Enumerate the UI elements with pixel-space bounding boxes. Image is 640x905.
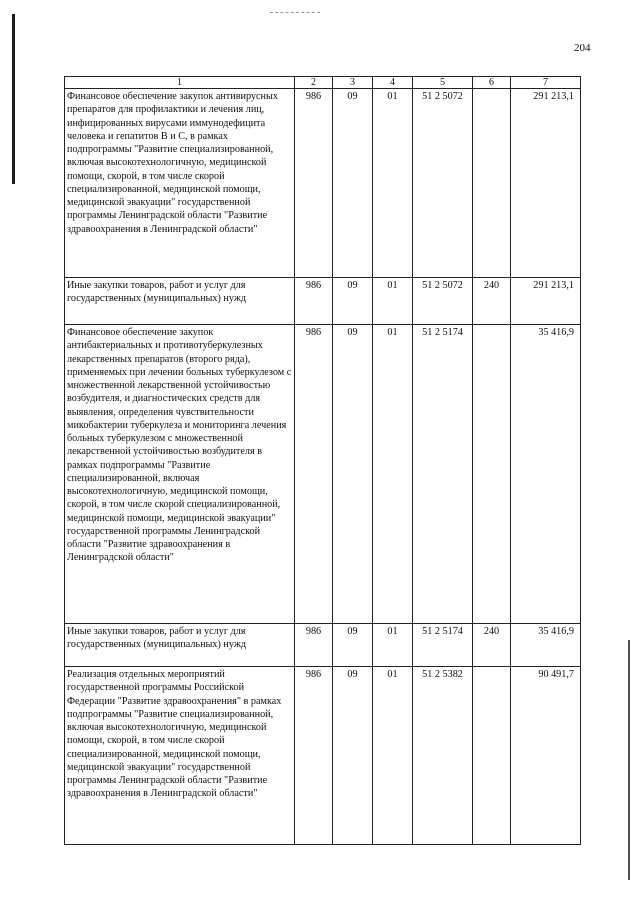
row-ministry-code: 986 bbox=[295, 624, 333, 667]
row-amount: 35 416,9 bbox=[511, 624, 581, 667]
row-section-code: 09 bbox=[333, 624, 373, 667]
row-subsection-code: 01 bbox=[373, 89, 413, 278]
scan-edge-mark bbox=[12, 14, 15, 184]
row-target-article: 51 2 5382 bbox=[413, 667, 473, 845]
column-header: 6 bbox=[473, 77, 511, 89]
row-ministry-code: 986 bbox=[295, 325, 333, 624]
row-expense-type: 240 bbox=[473, 278, 511, 325]
scan-dash-mark bbox=[270, 12, 320, 13]
row-subsection-code: 01 bbox=[373, 325, 413, 624]
table-row bbox=[65, 624, 581, 667]
row-expense-type bbox=[473, 325, 511, 624]
row-description: Иные закупки товаров, работ и услуг для государственных (муниципальных) нужд bbox=[65, 278, 295, 325]
column-header: 5 bbox=[413, 77, 473, 89]
row-target-article: 51 2 5174 bbox=[413, 624, 473, 667]
row-ministry-code: 986 bbox=[295, 278, 333, 325]
row-subsection-code: 01 bbox=[373, 278, 413, 325]
column-header: 3 bbox=[333, 77, 373, 89]
row-description: Реализация отдельных мероприятий государственной программы Российской Федерации "Развитие здравоохранения" в рамках подпрограммы "Развитие специализированной, включая высокотехнологичную, медицинской помощи, скорой, в том числе скорой специализированной, медицинской помощи, медицинской эвакуации" государственной программы Ленинградской области "Развитие здравоохранения в Ленинградской области" bbox=[65, 667, 295, 845]
table-row bbox=[65, 667, 581, 845]
row-section-code: 09 bbox=[333, 278, 373, 325]
row-description: Иные закупки товаров, работ и услуг для государственных (муниципальных) нужд bbox=[65, 624, 295, 667]
row-ministry-code: 986 bbox=[295, 667, 333, 845]
row-amount: 291 213,1 bbox=[511, 89, 581, 278]
row-section-code: 09 bbox=[333, 667, 373, 845]
table-row bbox=[65, 325, 581, 624]
column-header: 1 bbox=[65, 77, 295, 89]
row-amount: 35 416,9 bbox=[511, 325, 581, 624]
table-row bbox=[65, 89, 581, 278]
row-section-code: 09 bbox=[333, 89, 373, 278]
budget-table bbox=[64, 76, 581, 845]
column-header: 2 bbox=[295, 77, 333, 89]
scan-edge-mark-right bbox=[628, 640, 630, 880]
column-header: 4 bbox=[373, 77, 413, 89]
row-expense-type bbox=[473, 89, 511, 278]
row-description: Финансовое обеспечение закупок антивирусных препаратов для профилактики и лечения лиц, инфицированных вирусами иммунодефицита человека и гепатитов В и С, в рамках подпрограммы "Развитие специализированной, включая высокотехнологичную, медицинской помощи, скорой, в том числе скорой специализированной, медицинской помощи, медицинской эвакуации" государственной программы Ленинградской области "Развитие здравоохранения в Ленинградской области" bbox=[65, 89, 295, 278]
row-ministry-code: 986 bbox=[295, 89, 333, 278]
row-target-article: 51 2 5072 bbox=[413, 278, 473, 325]
row-amount: 90 491,7 bbox=[511, 667, 581, 845]
row-target-article: 51 2 5174 bbox=[413, 325, 473, 624]
row-description: Финансовое обеспечение закупок антибактериальных и противотуберкулезных лекарственных препаратов (второго ряда), применяемых при лечении больных туберкулезом с множественной лекарственной устойчивостью возбудителя, и диагностических средств для выявления, определения чувствительности микобактерии туберкулеза и мониторинга лечения больных туберкулезом с множественной лекарственной устойчивостью возбудителя в рамках подпрограммы "Развитие специализированной, включая высокотехнологичную, медицинской помощи, скорой, в том числе скорой специализированной, медицинской помощи, медицинской эвакуации" государственной программы Ленинградской области "Развитие здравоохранения в Ленинградской области" bbox=[65, 325, 295, 624]
table-header-row bbox=[65, 77, 581, 89]
table-row bbox=[65, 278, 581, 325]
column-header: 7 bbox=[511, 77, 581, 89]
row-subsection-code: 01 bbox=[373, 667, 413, 845]
row-amount: 291 213,1 bbox=[511, 278, 581, 325]
row-section-code: 09 bbox=[333, 325, 373, 624]
page-number: 204 bbox=[574, 42, 591, 54]
row-target-article: 51 2 5072 bbox=[413, 89, 473, 278]
row-expense-type: 240 bbox=[473, 624, 511, 667]
row-expense-type bbox=[473, 667, 511, 845]
row-subsection-code: 01 bbox=[373, 624, 413, 667]
